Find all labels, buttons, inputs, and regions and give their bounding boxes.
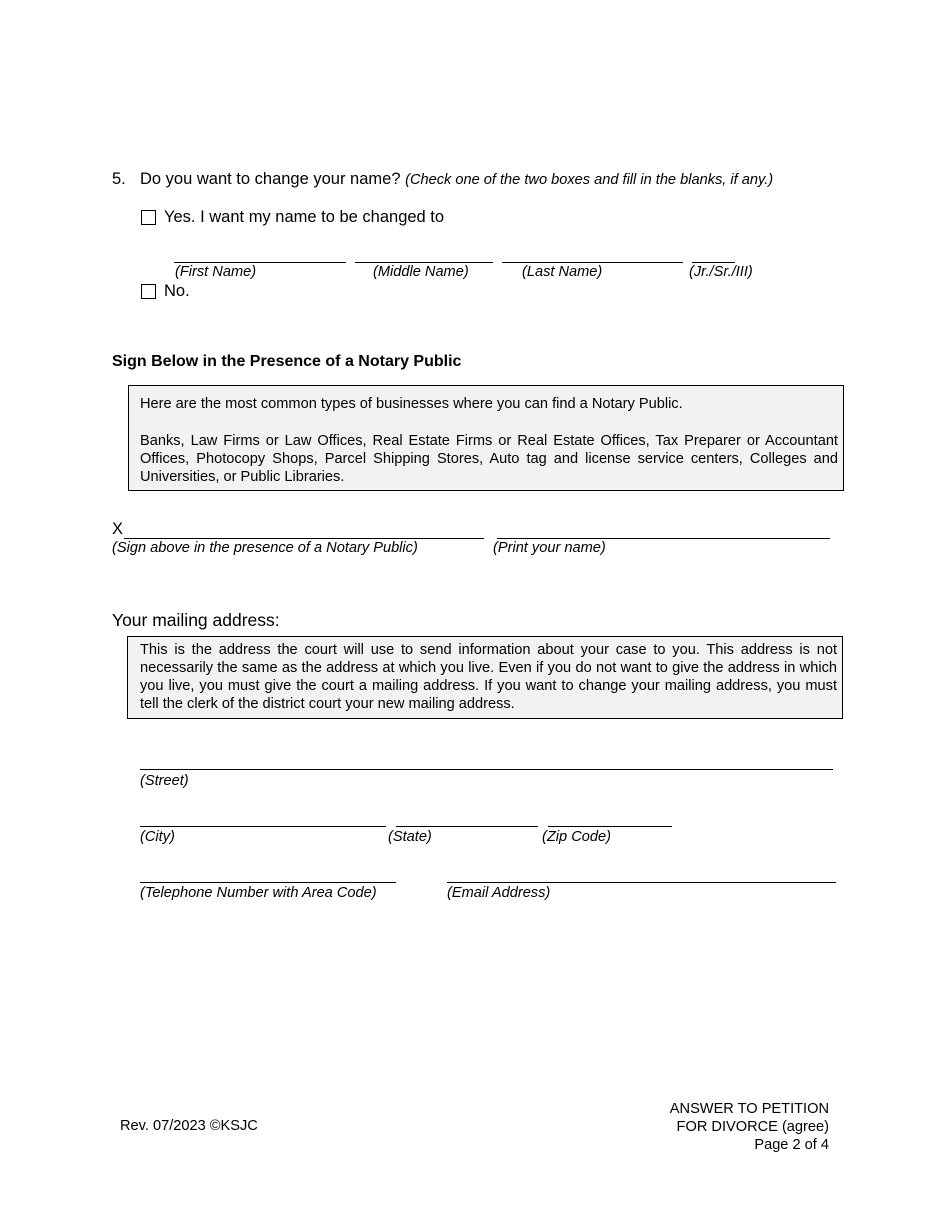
first-name-caption: (First Name) [175,264,257,280]
no-label: No. [164,282,190,300]
last-name-line[interactable] [502,262,683,263]
notary-info-box [128,385,844,491]
notary-businesses: Banks, Law Firms or Law Offices, Real Estate Firms or Real Estate Offices, Tax Preparer or Accountant Offices, Photocopy Shops, Parcel Shipping Stores, Auto tag and license service centers, Colleges and Universities, or Public Libraries. [140,433,838,485]
suffix-line[interactable] [692,262,735,263]
state-caption: (State) [388,829,432,845]
question-number: 5. [112,170,126,188]
first-name-line[interactable] [174,262,346,263]
email-line[interactable] [447,882,836,883]
question-text [140,170,773,189]
suffix-caption: (Jr./Sr./III) [689,264,753,280]
print-name-caption: (Print your name) [493,540,606,556]
state-line[interactable] [396,826,538,827]
question-label: Do you want to change your name? [140,170,401,188]
print-name-line[interactable] [497,538,830,539]
yes-checkbox[interactable] [141,210,156,225]
zip-caption: (Zip Code) [542,829,611,845]
mailing-info: This is the address the court will use to send information about your case to you. This address is not necessarily the same as the address at which you live. Even if you do not want to give the address in which you live, you must give the court a mailing address. If you want to change your mailing address, you must tell the clerk of the district court your new mailing address. [140,642,837,712]
notary-intro: Here are the most common types of businesses where you can find a Notary Public. [140,396,683,412]
city-line[interactable] [140,826,386,827]
no-checkbox[interactable] [141,284,156,299]
phone-line[interactable] [140,882,396,883]
last-name-caption: (Last Name) [522,264,603,280]
footer-title-line1: ANSWER TO PETITION [669,1101,829,1117]
phone-caption: (Telephone Number with Area Code) [140,885,377,901]
email-caption: (Email Address) [447,885,551,901]
notary-heading: Sign Below in the Presence of a Notary Public [112,353,462,370]
signature-caption: (Sign above in the presence of a Notary Public) [112,540,418,556]
zip-line[interactable] [548,826,672,827]
question-instruction: (Check one of the two boxes and fill in the blanks, if any.) [405,172,774,188]
footer-title [670,1100,829,1154]
street-line[interactable] [140,769,833,770]
mailing-info-box [127,636,843,719]
signature-mark: X [112,520,124,538]
street-caption: (Street) [140,773,189,789]
middle-name-caption: (Middle Name) [373,264,469,280]
mailing-heading: Your mailing address: [112,610,280,630]
city-caption: (City) [140,829,175,845]
footer-page: Page 2 of 4 [754,1137,829,1153]
yes-label: Yes. I want my name to be changed to [164,208,445,226]
footer-title-line2: FOR DIVORCE (agree) [676,1119,829,1135]
signature-line[interactable] [124,538,484,539]
footer-revision: Rev. 07/2023 ©KSJC [120,1118,258,1134]
middle-name-line[interactable] [355,262,493,263]
